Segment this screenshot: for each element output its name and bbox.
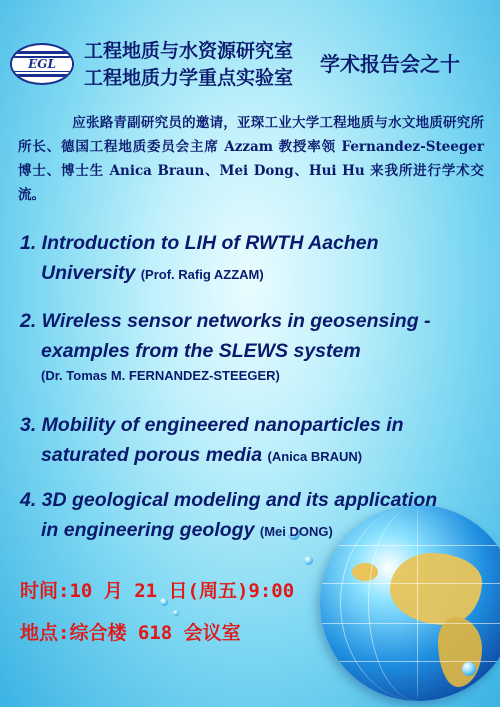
logo-stripe	[12, 51, 72, 54]
series-title: 学术报告会之十	[320, 52, 460, 76]
talk-title-line2	[20, 440, 490, 472]
talk-speaker: (Anica BRAUN)	[267, 449, 363, 464]
talk-item	[20, 410, 490, 472]
talk-title-cont: saturated porous media	[41, 444, 263, 466]
talk-title-cont: University	[41, 262, 136, 284]
intro-paragraph	[18, 111, 484, 207]
talk-title-line1: 3. Mobility of engineered nanoparticles in	[20, 414, 404, 436]
intro-text: 应张路青副研究员的邀请，亚琛工业大学工程地质与水文地质研究所所长、德国工程地质委员会主席 Azzam 教授率领 Fernandez-Steeger 博士、博士生 Anica Braun、Mei Dong、Hui Hu 来我所进行学术交流。	[18, 115, 484, 203]
talk-title-line2	[20, 258, 490, 290]
talk-title-line2	[20, 515, 490, 547]
talk-item	[20, 228, 490, 290]
talk-title-cont: in engineering geology	[41, 519, 255, 541]
talk-title-line2: examples from the SLEWS system	[41, 340, 361, 362]
header	[0, 0, 500, 92]
logo-stripe	[12, 74, 72, 77]
talk-speaker: (Mei DONG)	[259, 524, 333, 539]
egl-logo	[10, 43, 74, 85]
event-time: 时间:10 月 21 日(周五)9:00	[20, 580, 295, 602]
talk-item	[20, 485, 490, 547]
talk-title-line1: 4. 3D geological modeling and its application	[20, 489, 438, 511]
talk-item	[20, 306, 490, 386]
bubble-decoration	[173, 610, 179, 616]
bubble-decoration	[304, 556, 313, 565]
lab-name-line1: 工程地质与水资源研究室	[84, 40, 294, 62]
logo-text: EGL	[12, 58, 72, 71]
talk-title-line1: 1. Introduction to LIH of RWTH Aachen	[20, 232, 379, 254]
talk-speaker: (Dr. Tomas M. FERNANDEZ-STEEGER)	[41, 368, 280, 383]
event-location: 地点:综合楼 618 会议室	[20, 622, 241, 644]
talk-speaker: (Prof. Rafig AZZAM)	[140, 267, 264, 282]
lab-name-line2: 工程地质力学重点实验室	[84, 67, 294, 89]
talk-title-line1: 2. Wireless sensor networks in geosensing -	[20, 310, 431, 332]
bubble-decoration	[462, 662, 476, 676]
